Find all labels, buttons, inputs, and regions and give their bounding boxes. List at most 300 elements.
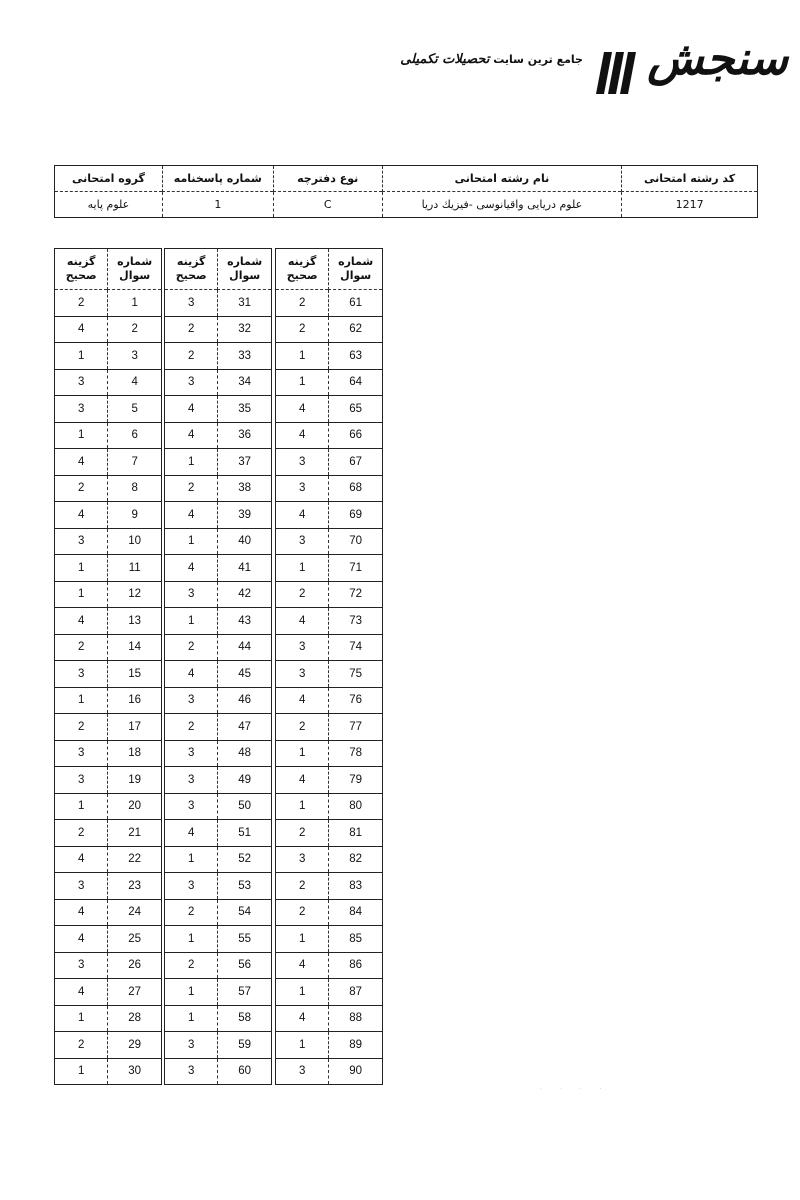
header-field-name: نام رشته امتحانی xyxy=(382,166,622,192)
question-number: 88 xyxy=(329,1005,383,1032)
correct-option: 3 xyxy=(165,740,218,767)
answer-row xyxy=(55,714,162,741)
answer-row xyxy=(276,899,383,926)
question-number: 70 xyxy=(329,528,383,555)
question-number: 38 xyxy=(218,475,272,502)
correct-option: 2 xyxy=(276,714,329,741)
question-number: 45 xyxy=(218,661,272,688)
answer-row xyxy=(165,316,272,343)
correct-option: 4 xyxy=(276,608,329,635)
answer-row xyxy=(55,290,162,317)
info-header-row xyxy=(55,166,758,192)
answer-row xyxy=(276,846,383,873)
value-answer-sheet-number: 1 xyxy=(162,192,273,218)
answer-row xyxy=(276,714,383,741)
answer-row xyxy=(55,899,162,926)
correct-option: 4 xyxy=(276,1005,329,1032)
answer-row xyxy=(55,528,162,555)
answer-row xyxy=(165,899,272,926)
answer-row xyxy=(165,581,272,608)
correct-option: 4 xyxy=(55,502,108,529)
question-number: 75 xyxy=(329,661,383,688)
question-number: 89 xyxy=(329,1032,383,1059)
answer-row xyxy=(165,290,272,317)
question-number: 23 xyxy=(108,873,162,900)
question-number: 56 xyxy=(218,952,272,979)
question-number: 78 xyxy=(329,740,383,767)
answer-row xyxy=(55,1058,162,1085)
answer-row xyxy=(276,926,383,953)
question-number: 62 xyxy=(329,316,383,343)
answer-table-1 xyxy=(54,248,162,1085)
answer-row xyxy=(276,1005,383,1032)
question-number: 50 xyxy=(218,793,272,820)
answer-row xyxy=(55,820,162,847)
answer-row xyxy=(276,634,383,661)
correct-option: 3 xyxy=(55,740,108,767)
answer-row xyxy=(165,555,272,582)
answer-row xyxy=(276,952,383,979)
question-number: 68 xyxy=(329,475,383,502)
question-number: 44 xyxy=(218,634,272,661)
question-number: 90 xyxy=(329,1058,383,1085)
correct-option: 3 xyxy=(276,846,329,873)
header-exam-group: گروه امتحانی xyxy=(55,166,163,192)
correct-option: 1 xyxy=(276,926,329,953)
book-bars-icon xyxy=(590,48,638,96)
question-number: 13 xyxy=(108,608,162,635)
answer-row xyxy=(276,290,383,317)
header-question-number: شماره سوال xyxy=(108,249,162,290)
answer-row xyxy=(55,581,162,608)
question-number: 46 xyxy=(218,687,272,714)
correct-option: 3 xyxy=(55,767,108,794)
correct-option: 2 xyxy=(55,290,108,317)
answer-row xyxy=(55,555,162,582)
correct-option: 4 xyxy=(276,396,329,423)
header-correct-option: گزینه صحیح xyxy=(55,249,108,290)
correct-option: 3 xyxy=(55,396,108,423)
answer-row xyxy=(55,369,162,396)
question-number: 24 xyxy=(108,899,162,926)
correct-option: 2 xyxy=(165,899,218,926)
question-number: 67 xyxy=(329,449,383,476)
answer-row xyxy=(165,1005,272,1032)
correct-option: 2 xyxy=(276,581,329,608)
question-number: 1 xyxy=(108,290,162,317)
question-number: 48 xyxy=(218,740,272,767)
answer-header-row xyxy=(55,249,162,290)
value-exam-group: علوم پایه xyxy=(55,192,163,218)
correct-option: 3 xyxy=(276,475,329,502)
question-number: 74 xyxy=(329,634,383,661)
question-number: 47 xyxy=(218,714,272,741)
correct-option: 1 xyxy=(165,608,218,635)
answer-row xyxy=(165,661,272,688)
answer-row xyxy=(55,1032,162,1059)
answer-row xyxy=(276,1058,383,1085)
answer-row xyxy=(55,449,162,476)
question-number: 72 xyxy=(329,581,383,608)
correct-option: 4 xyxy=(276,502,329,529)
correct-option: 3 xyxy=(165,793,218,820)
answer-row xyxy=(276,1032,383,1059)
answer-row xyxy=(276,343,383,370)
scan-artifact-dots: · · · · xyxy=(540,1086,610,1093)
correct-option: 3 xyxy=(165,687,218,714)
value-field-name: علوم دریایی واقیانوسی -فیزیك دریا xyxy=(382,192,622,218)
correct-option: 4 xyxy=(165,396,218,423)
correct-option: 3 xyxy=(55,952,108,979)
question-number: 26 xyxy=(108,952,162,979)
correct-option: 1 xyxy=(165,1005,218,1032)
question-number: 43 xyxy=(218,608,272,635)
question-number: 3 xyxy=(108,343,162,370)
exam-info-table xyxy=(54,165,758,218)
answer-row xyxy=(55,926,162,953)
question-number: 10 xyxy=(108,528,162,555)
correct-option: 4 xyxy=(276,767,329,794)
question-number: 81 xyxy=(329,820,383,847)
answer-header-row xyxy=(276,249,383,290)
answer-row xyxy=(165,475,272,502)
correct-option: 1 xyxy=(55,793,108,820)
info-value-row xyxy=(55,192,758,218)
question-number: 83 xyxy=(329,873,383,900)
question-number: 8 xyxy=(108,475,162,502)
answer-row xyxy=(165,820,272,847)
correct-option: 4 xyxy=(276,422,329,449)
header-correct-option: گزینه صحیح xyxy=(165,249,218,290)
answer-row xyxy=(276,316,383,343)
question-number: 82 xyxy=(329,846,383,873)
correct-option: 4 xyxy=(165,422,218,449)
question-number: 87 xyxy=(329,979,383,1006)
answer-row xyxy=(165,793,272,820)
question-number: 86 xyxy=(329,952,383,979)
correct-option: 1 xyxy=(55,687,108,714)
answer-row xyxy=(165,846,272,873)
question-number: 21 xyxy=(108,820,162,847)
question-number: 29 xyxy=(108,1032,162,1059)
correct-option: 1 xyxy=(276,1032,329,1059)
answer-row xyxy=(276,740,383,767)
answer-row xyxy=(55,873,162,900)
question-number: 27 xyxy=(108,979,162,1006)
header-booklet-type: نوع دفترچه xyxy=(273,166,382,192)
correct-option: 3 xyxy=(165,581,218,608)
answer-row xyxy=(276,687,383,714)
question-number: 4 xyxy=(108,369,162,396)
answer-row xyxy=(276,528,383,555)
question-number: 85 xyxy=(329,926,383,953)
correct-option: 4 xyxy=(55,899,108,926)
answer-row xyxy=(165,634,272,661)
answer-row xyxy=(165,449,272,476)
answer-row xyxy=(165,873,272,900)
question-number: 53 xyxy=(218,873,272,900)
header-question-number: شماره سوال xyxy=(329,249,383,290)
answer-row xyxy=(165,396,272,423)
answer-row xyxy=(165,979,272,1006)
question-number: 55 xyxy=(218,926,272,953)
question-number: 58 xyxy=(218,1005,272,1032)
answer-row xyxy=(165,1032,272,1059)
question-number: 65 xyxy=(329,396,383,423)
answer-row xyxy=(55,979,162,1006)
answer-row xyxy=(276,422,383,449)
correct-option: 3 xyxy=(55,528,108,555)
correct-option: 2 xyxy=(276,899,329,926)
correct-option: 2 xyxy=(276,873,329,900)
correct-option: 4 xyxy=(55,926,108,953)
correct-option: 3 xyxy=(55,661,108,688)
question-number: 37 xyxy=(218,449,272,476)
question-number: 31 xyxy=(218,290,272,317)
tagline-prefix: جامع ترین سایت xyxy=(493,53,583,66)
header-answer-sheet-number: شماره پاسخنامه xyxy=(162,166,273,192)
answer-row xyxy=(276,820,383,847)
correct-option: 2 xyxy=(276,316,329,343)
answer-row xyxy=(165,1058,272,1085)
question-number: 52 xyxy=(218,846,272,873)
correct-option: 2 xyxy=(276,290,329,317)
answer-row xyxy=(55,793,162,820)
answer-row xyxy=(55,396,162,423)
question-number: 19 xyxy=(108,767,162,794)
question-number: 32 xyxy=(218,316,272,343)
correct-option: 1 xyxy=(55,422,108,449)
question-number: 14 xyxy=(108,634,162,661)
correct-option: 4 xyxy=(276,687,329,714)
answer-row xyxy=(276,979,383,1006)
correct-option: 4 xyxy=(55,979,108,1006)
answer-row xyxy=(276,661,383,688)
question-number: 25 xyxy=(108,926,162,953)
correct-option: 4 xyxy=(165,661,218,688)
correct-option: 1 xyxy=(55,1005,108,1032)
header-question-number: شماره سوال xyxy=(218,249,272,290)
tagline-script: تحصیلات تکمیلی xyxy=(400,52,490,67)
answer-row xyxy=(165,528,272,555)
correct-option: 1 xyxy=(165,926,218,953)
question-number: 69 xyxy=(329,502,383,529)
answer-row xyxy=(276,767,383,794)
correct-option: 2 xyxy=(276,820,329,847)
correct-option: 3 xyxy=(276,449,329,476)
correct-option: 1 xyxy=(55,581,108,608)
header-correct-option: گزینه صحیح xyxy=(276,249,329,290)
correct-option: 3 xyxy=(276,661,329,688)
question-number: 33 xyxy=(218,343,272,370)
value-field-code: 1217 xyxy=(622,192,758,218)
correct-option: 4 xyxy=(276,952,329,979)
correct-option: 1 xyxy=(276,740,329,767)
correct-option: 3 xyxy=(165,290,218,317)
answer-row xyxy=(276,396,383,423)
question-number: 35 xyxy=(218,396,272,423)
question-number: 41 xyxy=(218,555,272,582)
question-number: 11 xyxy=(108,555,162,582)
answer-row xyxy=(165,422,272,449)
correct-option: 4 xyxy=(55,846,108,873)
correct-option: 4 xyxy=(55,316,108,343)
tagline xyxy=(400,52,583,67)
answer-row xyxy=(165,952,272,979)
answer-header-row xyxy=(165,249,272,290)
answer-row xyxy=(165,502,272,529)
correct-option: 1 xyxy=(165,528,218,555)
correct-option: 2 xyxy=(55,1032,108,1059)
question-number: 16 xyxy=(108,687,162,714)
correct-option: 3 xyxy=(165,369,218,396)
correct-option: 3 xyxy=(165,1058,218,1085)
correct-option: 3 xyxy=(165,767,218,794)
question-number: 28 xyxy=(108,1005,162,1032)
correct-option: 3 xyxy=(165,873,218,900)
question-number: 5 xyxy=(108,396,162,423)
answer-table-3 xyxy=(275,248,383,1085)
answer-row xyxy=(55,952,162,979)
question-number: 59 xyxy=(218,1032,272,1059)
answer-row xyxy=(55,475,162,502)
correct-option: 1 xyxy=(276,555,329,582)
question-number: 60 xyxy=(218,1058,272,1085)
question-number: 76 xyxy=(329,687,383,714)
answer-row xyxy=(276,502,383,529)
correct-option: 4 xyxy=(165,502,218,529)
answer-row xyxy=(55,608,162,635)
answer-row xyxy=(276,873,383,900)
correct-option: 4 xyxy=(165,555,218,582)
question-number: 20 xyxy=(108,793,162,820)
question-number: 15 xyxy=(108,661,162,688)
question-number: 9 xyxy=(108,502,162,529)
answer-row xyxy=(276,793,383,820)
correct-option: 2 xyxy=(165,475,218,502)
answer-row xyxy=(55,661,162,688)
answer-row xyxy=(55,422,162,449)
answer-row xyxy=(165,343,272,370)
correct-option: 3 xyxy=(55,369,108,396)
correct-option: 1 xyxy=(165,846,218,873)
correct-option: 2 xyxy=(55,475,108,502)
correct-option: 2 xyxy=(165,634,218,661)
answer-row xyxy=(55,343,162,370)
question-number: 39 xyxy=(218,502,272,529)
answer-row xyxy=(55,687,162,714)
answer-row xyxy=(165,608,272,635)
answer-row xyxy=(165,714,272,741)
answer-row xyxy=(276,608,383,635)
correct-option: 1 xyxy=(55,555,108,582)
answer-row xyxy=(276,369,383,396)
question-number: 54 xyxy=(218,899,272,926)
correct-option: 1 xyxy=(165,979,218,1006)
answer-row xyxy=(165,767,272,794)
question-number: 79 xyxy=(329,767,383,794)
question-number: 71 xyxy=(329,555,383,582)
answer-row xyxy=(55,502,162,529)
correct-option: 1 xyxy=(55,343,108,370)
correct-option: 4 xyxy=(55,449,108,476)
answer-row xyxy=(55,1005,162,1032)
question-number: 61 xyxy=(329,290,383,317)
brand-wordmark: سنجش xyxy=(647,31,788,85)
correct-option: 3 xyxy=(276,634,329,661)
correct-option: 2 xyxy=(55,820,108,847)
correct-option: 2 xyxy=(165,952,218,979)
question-number: 6 xyxy=(108,422,162,449)
answer-row xyxy=(55,767,162,794)
question-number: 40 xyxy=(218,528,272,555)
question-number: 63 xyxy=(329,343,383,370)
answer-row xyxy=(165,687,272,714)
question-number: 84 xyxy=(329,899,383,926)
correct-option: 4 xyxy=(55,608,108,635)
question-number: 34 xyxy=(218,369,272,396)
question-number: 66 xyxy=(329,422,383,449)
correct-option: 1 xyxy=(55,1058,108,1085)
question-number: 80 xyxy=(329,793,383,820)
correct-option: 2 xyxy=(165,316,218,343)
question-number: 77 xyxy=(329,714,383,741)
answer-row xyxy=(276,581,383,608)
question-number: 57 xyxy=(218,979,272,1006)
question-number: 51 xyxy=(218,820,272,847)
question-number: 49 xyxy=(218,767,272,794)
answer-row xyxy=(165,740,272,767)
header-field-code: کد رشته امتحانی xyxy=(622,166,758,192)
answer-row xyxy=(55,846,162,873)
correct-option: 2 xyxy=(55,634,108,661)
answer-table-2 xyxy=(164,248,272,1085)
correct-option: 2 xyxy=(165,714,218,741)
answer-row xyxy=(276,555,383,582)
correct-option: 1 xyxy=(276,369,329,396)
correct-option: 2 xyxy=(55,714,108,741)
question-number: 22 xyxy=(108,846,162,873)
question-number: 2 xyxy=(108,316,162,343)
answer-row xyxy=(55,740,162,767)
answer-row xyxy=(165,369,272,396)
answer-row xyxy=(55,316,162,343)
correct-option: 1 xyxy=(165,449,218,476)
question-number: 42 xyxy=(218,581,272,608)
question-number: 18 xyxy=(108,740,162,767)
correct-option: 3 xyxy=(165,1032,218,1059)
question-number: 17 xyxy=(108,714,162,741)
question-number: 36 xyxy=(218,422,272,449)
correct-option: 3 xyxy=(55,873,108,900)
value-booklet-type: C xyxy=(273,192,382,218)
answer-row xyxy=(276,449,383,476)
correct-option: 1 xyxy=(276,343,329,370)
correct-option: 3 xyxy=(276,528,329,555)
question-number: 7 xyxy=(108,449,162,476)
sanjesh-logo xyxy=(400,18,788,98)
question-number: 30 xyxy=(108,1058,162,1085)
correct-option: 1 xyxy=(276,793,329,820)
correct-option: 4 xyxy=(165,820,218,847)
question-number: 64 xyxy=(329,369,383,396)
answer-row xyxy=(276,475,383,502)
correct-option: 3 xyxy=(276,1058,329,1085)
answer-row xyxy=(55,634,162,661)
correct-option: 2 xyxy=(165,343,218,370)
answer-row xyxy=(165,926,272,953)
correct-option: 1 xyxy=(276,979,329,1006)
